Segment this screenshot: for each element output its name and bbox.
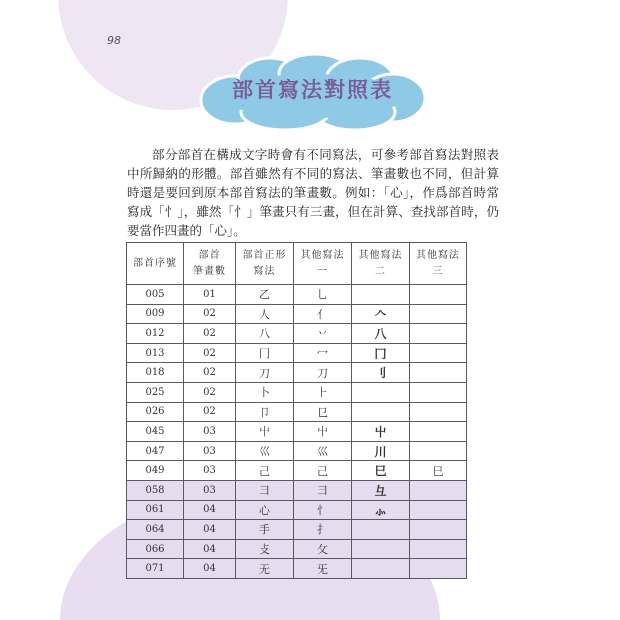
alt-form-2-cell: 刂 — [352, 363, 410, 383]
standard-form-cell: 刀 — [236, 363, 294, 383]
stroke-count-cell: 03 — [184, 441, 236, 461]
alt-form-2-cell: 巳 — [352, 461, 410, 481]
stroke-count-cell: 02 — [184, 324, 236, 344]
standard-form-cell: 心 — [236, 500, 294, 520]
table-row — [127, 285, 467, 305]
table-row — [127, 343, 467, 363]
radical-number-cell: 026 — [127, 402, 184, 422]
table-row — [127, 422, 467, 442]
standard-form-cell: 攴 — [236, 539, 294, 559]
alt-form-1-cell: 旡 — [294, 559, 352, 579]
alt-form-1-cell: 巛 — [294, 441, 352, 461]
alt-form-3-cell — [410, 285, 467, 305]
alt-form-1-cell: 己 — [294, 461, 352, 481]
radical-number-cell: 013 — [127, 343, 184, 363]
table-row — [127, 363, 467, 383]
table-row — [127, 559, 467, 579]
alt-form-3-cell — [410, 539, 467, 559]
standard-form-cell: 屮 — [236, 422, 294, 442]
standard-form-cell: 巛 — [236, 441, 294, 461]
standard-form-cell: 卜 — [236, 382, 294, 402]
radical-number-cell: 064 — [127, 520, 184, 540]
radical-number-cell: 012 — [127, 324, 184, 344]
table-row — [127, 402, 467, 422]
page-number: 98 — [107, 34, 121, 47]
table-row — [127, 304, 467, 324]
table-header-row — [127, 243, 467, 285]
radical-number-cell: 049 — [127, 461, 184, 481]
alt-form-1-cell: ⺊ — [294, 382, 352, 402]
alt-form-3-cell — [410, 343, 467, 363]
alt-form-3-cell — [410, 363, 467, 383]
alt-form-3-cell — [410, 324, 467, 344]
alt-form-2-cell — [352, 539, 410, 559]
standard-form-cell: 手 — [236, 520, 294, 540]
alt-form-1-cell: 乚 — [294, 285, 352, 305]
alt-form-1-cell: 㔾 — [294, 402, 352, 422]
stroke-count-cell: 03 — [184, 422, 236, 442]
alt-form-1-cell: 刀 — [294, 363, 352, 383]
table-row — [127, 500, 467, 520]
header-radical-strokes: 部首 筆畫數 — [184, 243, 236, 285]
radical-number-cell: 018 — [127, 363, 184, 383]
header-alt-form-2: 其他寫法 二 — [352, 243, 410, 285]
alt-form-1-cell: 亻 — [294, 304, 352, 324]
alt-form-2-cell: 彑 — [352, 480, 410, 500]
stroke-count-cell: 02 — [184, 402, 236, 422]
table-row — [127, 480, 467, 500]
alt-form-2-cell: 𠆢 — [352, 304, 410, 324]
alt-form-3-cell — [410, 500, 467, 520]
alt-form-1-cell: 冖 — [294, 343, 352, 363]
radical-number-cell: 066 — [127, 539, 184, 559]
alt-form-2-cell: 冂 — [352, 343, 410, 363]
stroke-count-cell: 04 — [184, 559, 236, 579]
alt-form-2-cell — [352, 520, 410, 540]
alt-form-1-cell: 扌 — [294, 520, 352, 540]
radical-table — [126, 242, 467, 579]
radical-number-cell: 061 — [127, 500, 184, 520]
standard-form-cell: 己 — [236, 461, 294, 481]
radical-number-cell: 009 — [127, 304, 184, 324]
alt-form-3-cell: 巳 — [410, 461, 467, 481]
header-alt-form-3: 其他寫法 三 — [410, 243, 467, 285]
standard-form-cell: 冂 — [236, 343, 294, 363]
alt-form-3-cell — [410, 382, 467, 402]
standard-form-cell: 乙 — [236, 285, 294, 305]
alt-form-1-cell: 彐 — [294, 480, 352, 500]
page-title: 部首寫法對照表 — [232, 78, 393, 102]
stroke-count-cell: 04 — [184, 520, 236, 540]
alt-form-2-cell — [352, 285, 410, 305]
alt-form-3-cell — [410, 422, 467, 442]
table-row — [127, 520, 467, 540]
alt-form-3-cell — [410, 304, 467, 324]
stroke-count-cell: 02 — [184, 363, 236, 383]
alt-form-2-cell: 八 — [352, 324, 410, 344]
alt-form-2-cell — [352, 382, 410, 402]
alt-form-2-cell — [352, 402, 410, 422]
alt-form-1-cell: 屮 — [294, 422, 352, 442]
alt-form-3-cell — [410, 559, 467, 579]
header-standard-form: 部首正形 寫法 — [236, 243, 294, 285]
table-row — [127, 382, 467, 402]
alt-form-1-cell: 攵 — [294, 539, 352, 559]
alt-form-2-cell — [352, 559, 410, 579]
stroke-count-cell: 01 — [184, 285, 236, 305]
stroke-count-cell: 02 — [184, 304, 236, 324]
intro-paragraph: 部分部首在構成文字時會有不同寫法，可參考部首寫法對照表中所歸納的形體。部首雖然有不同的寫法、筆畫數也不同，但計算時還是要回到原本部首寫法的筆畫數。例如：「心」，作爲部首時常寫成「忄」，雖然「忄」筆畫只有三畫，但在計算、查找部首時，仍要當作四畫的「心」。 — [127, 147, 499, 238]
alt-form-2-cell: 川 — [352, 441, 410, 461]
stroke-count-cell: 04 — [184, 500, 236, 520]
stroke-count-cell: 03 — [184, 480, 236, 500]
alt-form-3-cell — [410, 441, 467, 461]
standard-form-cell: 无 — [236, 559, 294, 579]
alt-form-2-cell: ⺗ — [352, 500, 410, 520]
table-row — [127, 461, 467, 481]
stroke-count-cell: 02 — [184, 382, 236, 402]
radical-number-cell: 005 — [127, 285, 184, 305]
standard-form-cell: 八 — [236, 324, 294, 344]
alt-form-3-cell — [410, 402, 467, 422]
stroke-count-cell: 04 — [184, 539, 236, 559]
stroke-count-cell: 02 — [184, 343, 236, 363]
table-row — [127, 324, 467, 344]
alt-form-2-cell: 屮 — [352, 422, 410, 442]
radical-number-cell: 071 — [127, 559, 184, 579]
radical-number-cell: 045 — [127, 422, 184, 442]
alt-form-1-cell: 忄 — [294, 500, 352, 520]
stroke-count-cell: 03 — [184, 461, 236, 481]
standard-form-cell: 彐 — [236, 480, 294, 500]
header-radical-number: 部首序號 — [127, 243, 184, 285]
standard-form-cell: 人 — [236, 304, 294, 324]
radical-number-cell: 025 — [127, 382, 184, 402]
radical-number-cell: 058 — [127, 480, 184, 500]
radical-number-cell: 047 — [127, 441, 184, 461]
table-row — [127, 539, 467, 559]
header-alt-form-1: 其他寫法 一 — [294, 243, 352, 285]
alt-form-3-cell — [410, 520, 467, 540]
standard-form-cell: 卩 — [236, 402, 294, 422]
table-row — [127, 441, 467, 461]
alt-form-3-cell — [410, 480, 467, 500]
alt-form-1-cell: 丷 — [294, 324, 352, 344]
